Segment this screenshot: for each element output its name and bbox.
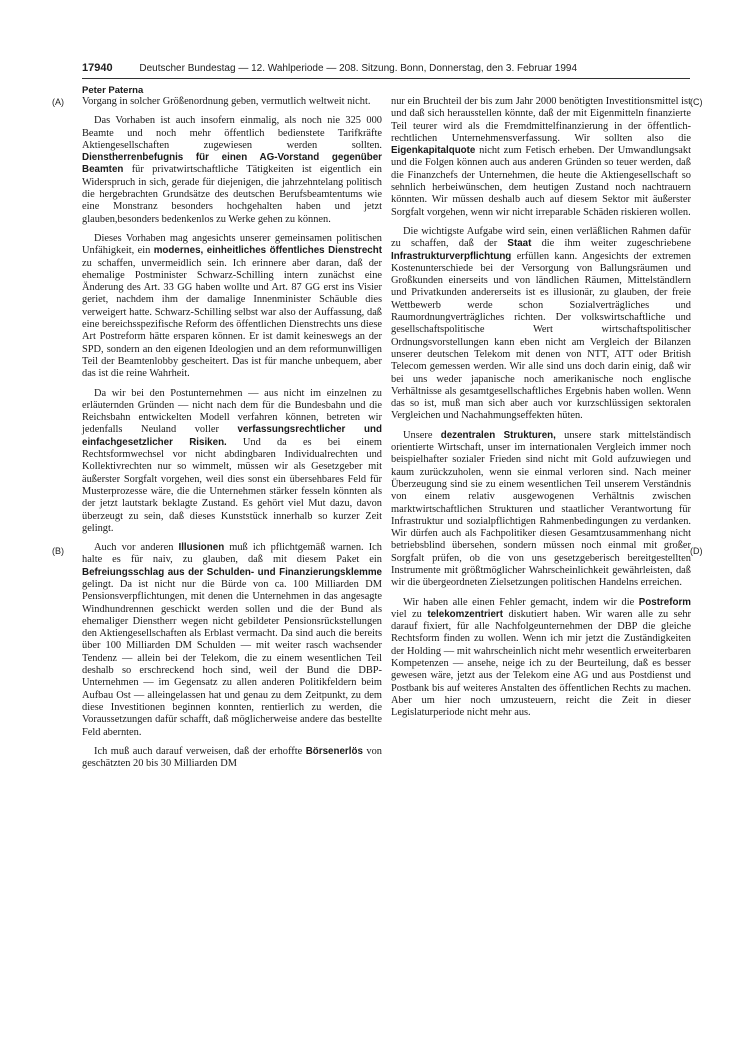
paragraph: Da wir bei den Postunternehmen — aus nicht im einzelnen zu erläuternden Gründen — nicht nach dem für die Bundesbahn und die Reichsbahn entwickelten Modell verfahren können, betreten wir jedenfalls Neuland voller verfassungsrechtlicher und einfachgesetzlicher Risiken. Und da es bei einem Rechtsformwechsel vor nicht abdingbaren Individualrechten und Kollektivrechten nur so wimmelt, müssen wir als Gesetzgeber mit äußerster Sorgfalt vorgehen, weil dies sonst ein übersehbares Feld für Musterprozesse wäre, die die Unternehmen stärker fesseln könnten als der jetzt lautstark beklagte Zustand. Es gehört viel Mut dazu, davon überzeugt zu sein, daß dieses Kunststück innerhalb so kurzer Zeit gelingt.	[82, 387, 382, 534]
paragraph: Die wichtigste Aufgabe wird sein, einen verläßlichen Rahmen dafür zu schaffen, daß der Staat die ihm weiter zugeschriebene Infrastrukturverpflichtung erfüllen kann. Angesichts der extremen Kostenunterschiede bei der Versorgung von Ballungsräumen und Großkunden einerseits und von ländlichen Räumen, Mittelständlern und Privatkunden andererseits ist es illusionär, zu glauben, der freie Wettbewerb werde schon Sozialverträgliches und Raumordnungverträgliches richten. Der volkswirtschaftliche und gesellschaftspolitische Wert wirtschaftspolitischer Ordnungsvorstellungen kann eben nicht am Vergleich der Bilanzen unserer deutschen Telekom mit denen von NTT, ATT oder British Telecom gemessen werden. Wir alle sind uns doch darin einig, daß wir bei uns weder japanische noch amerikanische noch englische Verhältnisse als gesamtgesellschaftliches Ergebnis haben wollen. Wenn das so ist, muß man sich aber auch vor kurzschlüssigen sektoralen Vergleichen und Nachahmungseffekten hüten.	[391, 225, 691, 422]
left-column	[82, 96, 382, 777]
margin-marker-b: (B)	[52, 546, 64, 556]
running-title: Deutscher Bundestag — 12. Wahlperiode — 208. Sitzung. Bonn, Donnerstag, den 3. Februar 1994	[139, 63, 578, 74]
paragraph: Ich muß auch darauf verweisen, daß der erhoffte Börsenerlös von geschätzten 20 bis 30 Milliarden DM	[82, 745, 382, 770]
bold-term: Staat	[507, 238, 532, 250]
paragraph: nur ein Bruchteil der bis zum Jahr 2000 benötigten Investitionsmittel ist und daß sich herausstellen könnte, daß der mit Eigenmitteln finanzierte Teil teurer wird als die Fremdmittelfinanzierung in der öffentlich-rechtlichen Unternehmensverfassung. Wir sollten also die Eigenkapitalquote nicht zum Fetisch erheben. Der Umwandlungsakt und die Folgen können auch aus anderen Gründen so teuer werden, daß die Finanzchefs der Unternehmen, die heute die Aktiengesellschaft so sehnlich herbeiwünschen, dem heutigen Zustand noch nachtrauern könnten. Wir müssen deshalb auch auf diesem Sektor mit äußerster Sorgfalt vorgehen, wenn wir nicht irreparable Schäden riskieren wollen.	[391, 96, 691, 218]
bold-term: modernes, einheitliches öffentliches Dienstrecht	[153, 245, 382, 257]
bold-term: dezentralen Strukturen,	[440, 429, 556, 441]
bold-term: telekomzentriert	[427, 608, 504, 620]
bold-term: Infrastrukturverpflichtung	[391, 250, 512, 262]
paragraph: Unsere dezentralen Strukturen, unsere stark mittelständisch orientierte Wirtschaft, unser im internationalen Vergleich immer noch beispielhafter sozialer Frieden sind nicht mit Gold aufzuwiegen und kaum zurückzuholen, wenn sie einmal verloren sind. Nach meiner Überzeugung sind sie zu einem wesentlichen Teil unserem Verständnis von einem relativ ausgewogenen Verhältnis zwischen marktwirtschaftlichen Strukturen und staatlicher Verantwortung für Infrastruktur und sozialpflichtigen Rahmenbedingungen zu verdanken. Wir dürfen auch als Fachpolitiker diesen Gesamtzusammenhang nicht betriebsblind übersehen, sondern müssen noch einmal mit großer Sorgfalt prüfen, ob die von uns gesetzgeberisch bereitgestellten Instrumente mit größtmöglicher Wahrscheinlichkeit gewährleisten, daß wir die übergeordneten Zielsetzungen politischen Handelns erreichen.	[391, 429, 691, 589]
bold-term: Börsenerlös	[305, 745, 363, 757]
paragraph: Dieses Vorhaben mag angesichts unserer gemeinsamen politischen Unfähigkeit, ein modernes, einheitliches öffentliches Dienstrecht zu schaffen, unvermeidlich sein. Ich erinnere aber daran, daß der ehemalige Postminister Schwarz-Schilling intern zunächst eine Änderung des Art. 33 GG haben wollte und Art. 87 GG erst ins Visier geriet, nachdem ihm der damalige Innenminister Schäuble dies verweigert hatte. Schwarz-Schilling selbst war also der Auffassung, daß eine bereichsspezifische Reform des öffentlichen Dienstrechts uns diese Art Postreform hätte ersparen können. Er ist damit keineswegs an der SPD, sondern an den eigenen Ideologien und an dem reformunwilligen Teil der Beamtenlobby gescheitert. Das ist für manche unbequem, aber das ist die reine Wahrheit.	[82, 232, 382, 380]
page-number: 17940	[82, 62, 113, 74]
right-column	[391, 96, 691, 727]
running-header	[82, 62, 692, 74]
paragraph: Wir haben alle einen Fehler gemacht, indem wir die Postreform viel zu telekomzentriert diskutiert haben. Wir waren alle zu sehr darauf fixiert, für alle Nachfolgeunternehmen der DBP die gleiche Rechtsform finden zu wollen. Wenn ich mir jetzt die Zuständigkeiten der Holding — mit wahrscheinlich nicht mehr wesentlich erweiterbaren Kompetenzen — ansehe, neige ich zu der Beurteilung, daß es besser gewesen wäre, jetzt aus der Telekom eine AG und aus Postdienst und Postbank bis auf weiteres Anstalten des öffentlichen Rechts zu machen. Aber um hier noch umzusteuern, reicht die Zeit in dieser Legislaturperiode nicht mehr aus.	[391, 596, 691, 719]
paragraph: Das Vorhaben ist auch insofern einmalig, als noch nie 325 000 Beamte und noch mehr öffentlich bedienstete Tarifkräfte Aktiengesellschaften zugewiesen werden sollten. Dienstherrenbefugnis für einen AG-Vorstand gegenüber Beamten für privatwirtschaftliche Tätigkeiten ist eigentlich ein Widerspruch in sich, gerade für diejenigen, die jahrzehntelang politisch die hergebrachten Grundsätze des deutschen Berufsbeamtentums wie eine Monstranz besonders hochgehalten haben und jetzt glauben,besonders bedenkenlos zu Werke gehen zu können.	[82, 115, 382, 225]
margin-marker-c: (C)	[690, 97, 703, 107]
header-rule	[82, 78, 690, 79]
margin-marker-a: (A)	[52, 97, 64, 107]
bold-term: Illusionen	[178, 542, 225, 554]
bold-term: Eigenkapitalquote	[391, 145, 476, 157]
margin-marker-d: (D)	[690, 546, 703, 556]
bold-term: Befreiungsschlag aus der Schulden- und Finanzierungsklemme	[82, 566, 382, 578]
speaker-name: Peter Paterna	[82, 85, 144, 96]
bold-term: Dienstherrenbefugnis für einen AG-Vorstand gegenüber Beamten	[82, 152, 382, 176]
bold-term: verfassungsrechtlicher und einfachgesetzlicher Risiken.	[82, 424, 382, 448]
paragraph: Vorgang in solcher Größenordnung geben, vermutlich weltweit nicht.	[82, 96, 371, 107]
bold-term: Postreform	[638, 596, 691, 608]
paragraph: Auch vor anderen Illusionen muß ich pflichtgemäß warnen. Ich halte es für naiv, zu glauben, daß mit diesem Paket ein Befreiungsschlag aus der Schulden- und Finanzierungsklemme gelingt. Da ist nicht nur die Bürde von ca. 100 Milliarden DM Pensionsverpflichtungen, mit denen die Unternehmen in das angesagte Windhundrennen geschickt werden sollen und die der Bund als ehemaliger Dienstherr wegen nicht gebildeter Pensionsrückstellungen den Aktiengesellschaften als Erblast vermacht. Da sind auch die bereits über 100 Milliarden DM Schulden — mit weiter rasch wachsender Tendenz — allein bei der Telekom, die zu einem wesentlichen Teil deshalb so erschreckend hoch sind, weil der Bund die DBP-Unternehmen — im Gegensatz zu allen anderen Politikfeldern beim Aufbau Ost — alleingelassen hat und genau zu dem Zeitpunkt, zu dem diese Investitionen beginnen konnten, rentierlich zu werden, die Voraussetzungen dafür schafft, daß möglicherweise andere das bestellte Feld abernten.	[82, 542, 382, 738]
